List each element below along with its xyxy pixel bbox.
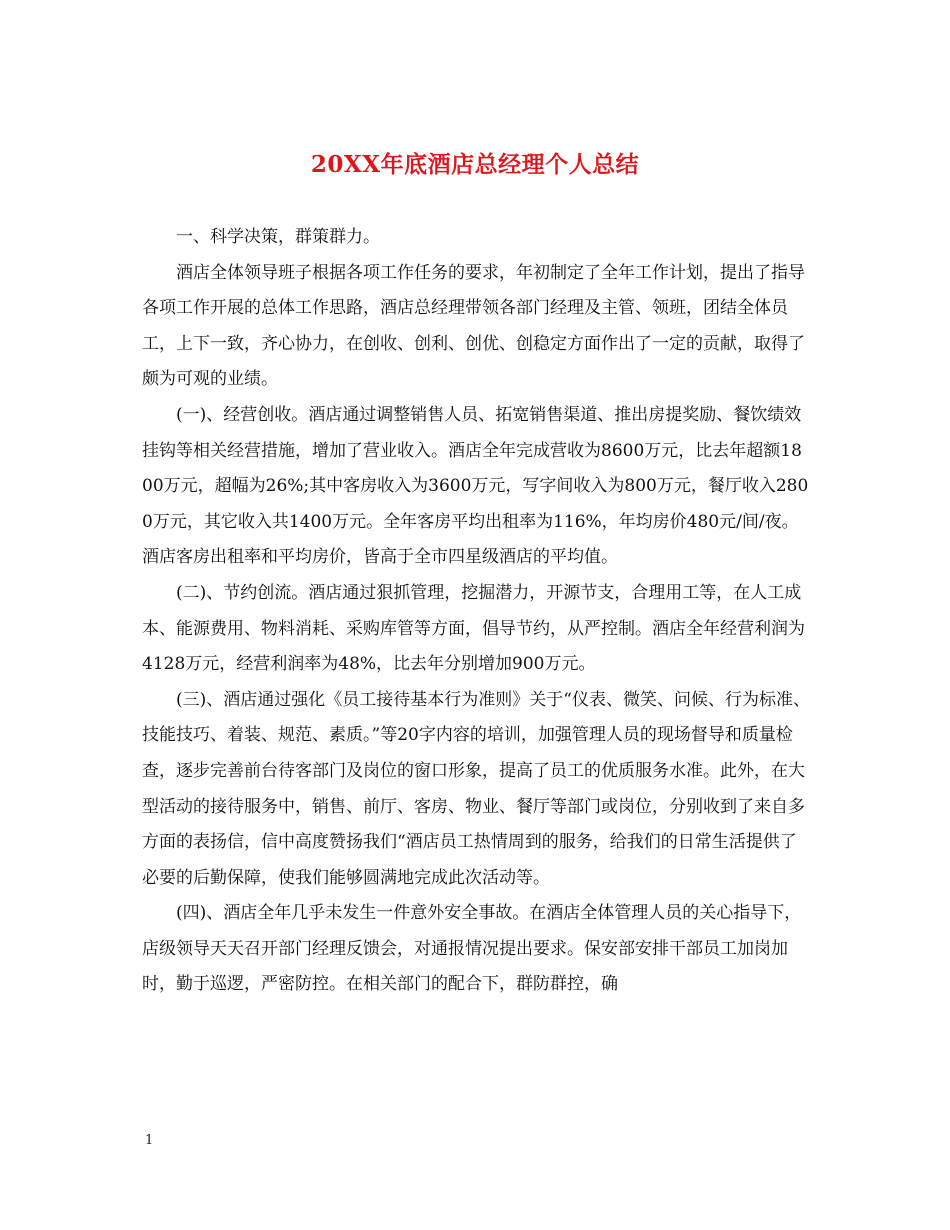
document-body: [142, 220, 810, 1003]
paragraph: (一)、经营创收。酒店通过调整销售人员、拓宽销售渠道、推出房提奖励、餐饮绩效挂钩等相关经营措施，增加了营业收入。酒店全年完成营收为8600万元，比去年超额1800万元，超幅为26%;其中客房收入为3600万元，写字间收入为800万元，餐厅收入2800万元，其它收入共1400万元。全年客房平均出租率为116%，年均房价480元/间/夜。酒店客房出租率和平均房价，皆高于全市四星级酒店的平均值。: [142, 404, 809, 568]
paragraph: (四)、酒店全年几乎未发生一件意外安全事故。在酒店全体管理人员的关心指导下，店级领导天天召开部门经理反馈会，对通报情况提出要求。保安部安排干部员工加岗加时，勤于巡逻，严密防控。在相关部门的配合下，群防群控，确: [142, 903, 802, 995]
paragraph: (三)、酒店通过强化《员工接待基本行为准则》关于“仪表、微笑、问候、行为标准、技能技巧、着装、规范、素质。”等20字内容的培训，加强管理人员的现场督导和质量检查，逐步完善前台待客部门及岗位的窗口形象，提高了员工的优质服务水准。此外，在大型活动的接待服务中，销售、前厅、客房、物业、餐厅等部门或岗位，分别收到了来自多方面的表扬信，信中高度赞扬我们“酒店员工热情周到的服务，给我们的日常生活提供了必要的后勤保障，使我们能够圆满地完成此次活动等。: [142, 689, 810, 888]
page-number: 1: [145, 1133, 154, 1148]
paragraph: 酒店全体领导班子根据各项工作任务的要求，年初制定了全年工作计划，提出了指导各项工作开展的总体工作思路，酒店总经理带领各部门经理及主管、领班，团结全体员工，上下一致，齐心协力，在创收、创利、创优、创稳定方面作出了一定的贡献，取得了颇为可观的业绩。: [142, 262, 805, 390]
section-heading: 一、科学决策，群策群力。: [176, 227, 380, 247]
paragraph: (二)、节约创流。酒店通过狠抓管理，挖掘潜力，开源节支，合理用工等，在人工成本、能源费用、物料消耗、采购库管等方面，倡导节约，从严控制。酒店全年经营利润为4128万元，经营利润率为48%，比去年分别增加900万元。: [142, 582, 805, 675]
document-title: 20XX年底酒店总经理个人总结: [310, 151, 640, 178]
